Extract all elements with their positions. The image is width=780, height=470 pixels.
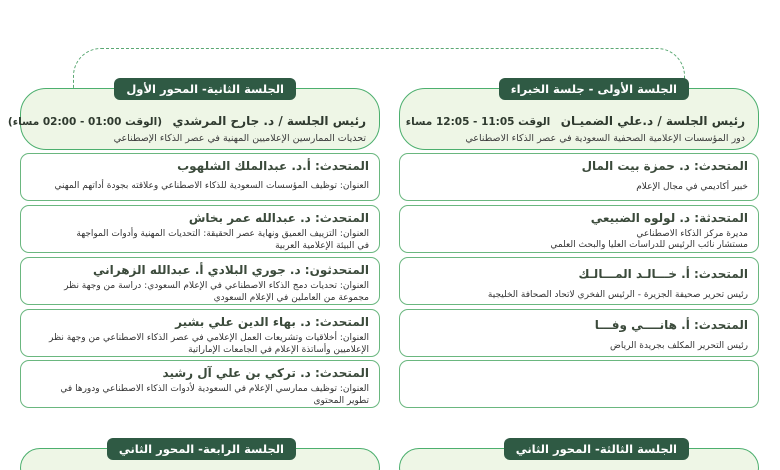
session-1-tab: الجلسة الأولى - جلسة الخبراء: [499, 78, 689, 100]
speaker-name: المتحدث: أ. خـــالـد المـــالـك: [578, 267, 748, 281]
speaker-title: العنوان: تحديات دمج الذكاء الاصطناعي في الإعلام السعودي: دراسة من وجهة نظر: [64, 281, 369, 291]
speaker-card: [20, 309, 380, 357]
speaker-card: [399, 309, 759, 357]
session-2-topic: تحديات الممارسين الإعلاميين المهنية في عصر الذكاء الإصطناعي: [113, 133, 366, 144]
speaker-name: المتحدث: د. بهاء الدين علي بشير: [175, 315, 369, 329]
speaker-card: [399, 257, 759, 305]
session-2-time: (الوقت 01:00 - 02:00 مساء): [7, 116, 162, 128]
speaker-title: العنوان: أخلاقيات وتشريعات العمل الإعلامي في عصر الذكاء الاصطناعي من وجهة نظر: [48, 333, 369, 343]
session-2-tab: الجلسة الثانية- المحور الأول: [114, 78, 296, 100]
speaker-title: العنوان: توظيف ممارسي الإعلام في السعودية لأدوات الذكاء الاصطناعي ودورها في: [60, 384, 369, 394]
speaker-name: المتحدث: د. عبدالله عمر بخاش: [188, 211, 369, 225]
speaker-card: [20, 205, 380, 253]
speaker-detail: مستشار نائب الرئيس للدراسات العليا والبحث العلمي: [550, 240, 748, 250]
speaker-name: المتحدث: أ. هانــــي وفـــا: [594, 318, 748, 332]
session-1-chair-line: [407, 114, 745, 128]
speaker-title: الإعلاميين وأساتذة الإعلام في الجامعات الإماراتية: [188, 345, 369, 355]
speaker-detail: مديرة مركز الذكاء الاصطناعي: [636, 229, 748, 239]
speaker-detail: رئيس التحرير المكلف بجريدة الرياض: [610, 341, 748, 351]
speaker-card: [20, 360, 380, 408]
speaker-title: مجموعة من العاملين في الإعلام السعودي: [213, 293, 369, 303]
speaker-name: المتحدث: د. حمزة بيت المال: [581, 159, 748, 173]
session-1-time: الوقت 11:05 - 12:05 مساء: [405, 116, 551, 128]
speaker-title: العنوان: توظيف المؤسسات السعودية للذكاء الاصطناعي وعلاقته بجودة أداتهم المهني: [54, 181, 369, 191]
speaker-name: المتحدث: أ.د. عبدالملك الشلهوب: [177, 159, 369, 173]
speaker-detail: رئيس تحرير صحيفة الجزيرة - الرئيس الفخري لاتحاد الصحافة الخليجية: [487, 290, 748, 300]
speaker-name: المتحدثة: د. لولوه الضبيعي: [590, 211, 748, 225]
speaker-name: المتحدث: د. تركي بن علي آل رشيد: [162, 366, 369, 380]
speaker-card: [20, 257, 380, 305]
session-2-chair-line: [7, 114, 366, 128]
speaker-card: [20, 153, 380, 201]
speaker-card: [399, 153, 759, 201]
speaker-detail: خبير أكاديمي في مجال الإعلام: [636, 182, 748, 192]
session-2-chair: رئيس الجلسة / د. جارح المرشدي: [172, 114, 366, 128]
speaker-title: تطوير المحتوى: [313, 396, 369, 406]
empty-speaker-card: [399, 360, 759, 408]
speaker-title: في البيئة الإعلامية العربية: [275, 241, 369, 251]
speaker-card: [399, 205, 759, 253]
speaker-title: العنوان: التزييف العميق ونهاية عصر الحقيقة: التحديات المهنية وأدوات المواجهة: [76, 229, 369, 239]
session-1-topic: دور المؤسسات الإعلامية الصحفية السعودية في عصر الذكاء الاصطناعي: [465, 133, 745, 144]
speaker-name: المتحدثون: د. جوري البلادي أ. عبدالله الزهراني: [93, 263, 369, 277]
session-1-chair: رئيس الجلسة / د.علي الضميـان: [560, 114, 745, 128]
session-3-tab: الجلسة الثالثة- المحور الثاني: [504, 438, 689, 460]
session-4-tab: الجلسة الرابعة- المحور الثاني: [107, 438, 296, 460]
